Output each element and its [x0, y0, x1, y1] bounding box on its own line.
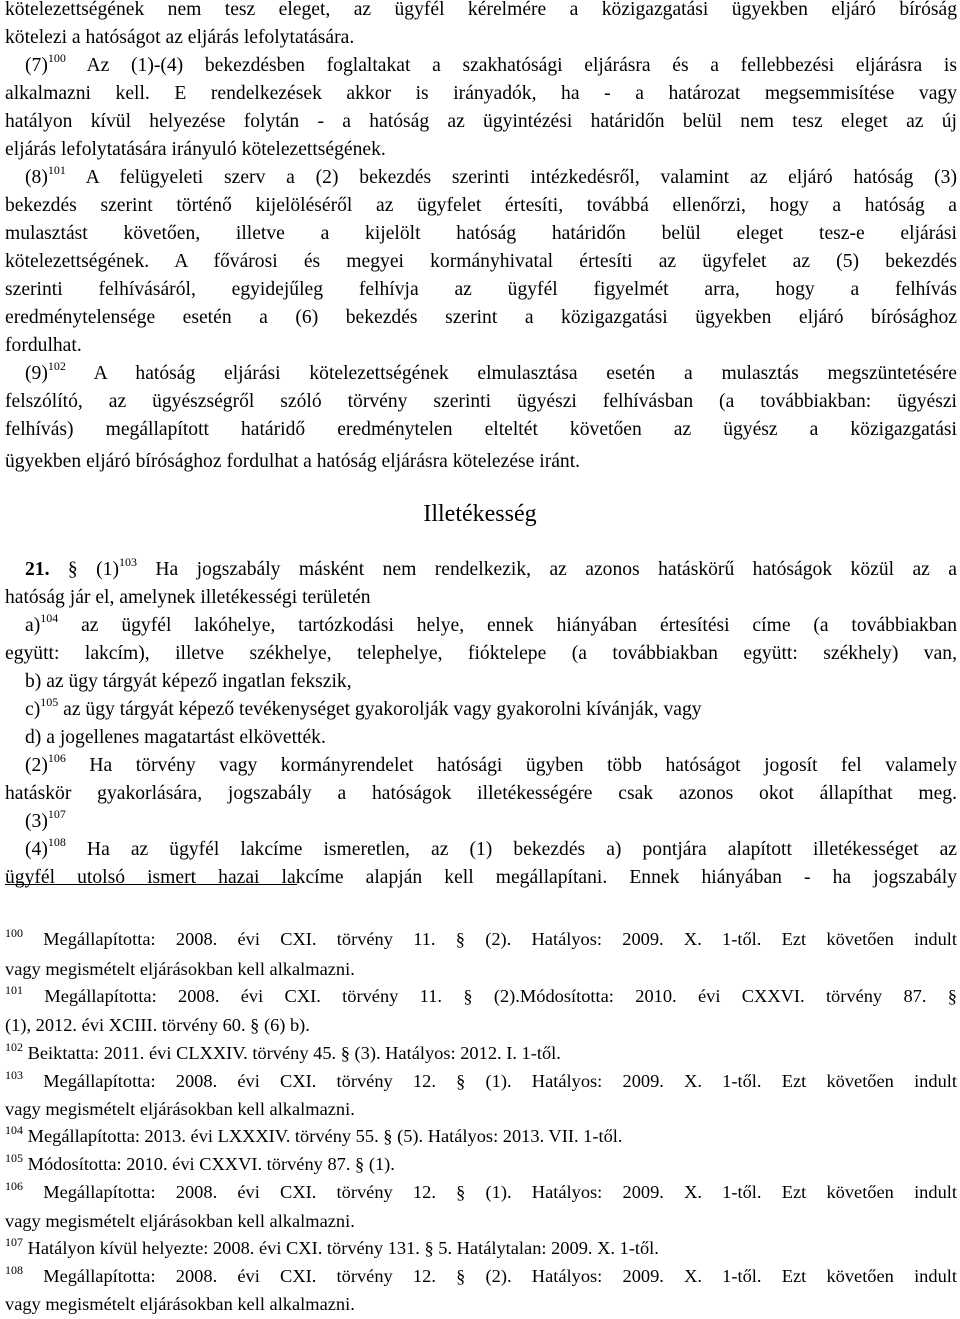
body-line: együtt: lakcím), illetve székhelye, telephelye, fióktelepe (a továbbiakban együtt: székhely) van, — [5, 643, 957, 664]
footnote-ref[interactable]: 102 — [47, 359, 66, 373]
footnote-106: $^{106}$ Megállapította: 2008. évi CXI. törvény 12. § (1). Hatályos: 2009. X. 1-től. Ezt követően indult — [5, 1179, 957, 1202]
section-21-paragraph-2: $(2)^{106}$ Ha törvény vagy kormányrendelet hatósági ügyben több hatóságot jogosít fel valamely — [25, 751, 958, 776]
footnote-104: $^{104}$ Megállapította: 2013. évi LXXXIV. törvény 55. § (5). Hatályos: 2013. VII. 1-től. — [5, 1123, 623, 1146]
point-b: b) az ügy tárgyát képező ingatlan fekszik, — [25, 671, 352, 692]
footnote-105: $^{105}$ Módosította: 2010. évi CXXVI. törvény 87. § (1). — [5, 1151, 395, 1174]
footnote-ref[interactable]: 106 — [47, 751, 66, 765]
footnote-100: $^{100}$ Megállapította: 2008. évi CXI. törvény 11. § (2). Hatályos: 2009. X. 1-től. Ezt követően indult — [5, 926, 957, 949]
body-line: eredménytelensége esetén a (6) bekezdés szerint a közigazgatási ügyekben eljáró bírósághoz — [5, 307, 957, 328]
body-line: mulasztást követően, illetve a kijelölt hatóság határidőn belül eleget tesz-e eljárási — [5, 223, 957, 244]
section-21-paragraph-3: $(3)^{107}$ — [25, 807, 66, 832]
footnote-line: (1), 2012. évi XCIII. törvény 60. § (6) b). — [5, 1015, 310, 1035]
section-21-paragraph-1: 21. § $(1)^{103}$ Ha jogszabály másként nem rendelkezik, az azonos hatáskörű hatóságok közül az a — [25, 555, 957, 580]
body-line: kötelezettségének. A fővárosi és megyei kormányhivatal értesíti az ügyfelet az (5) bekezdés — [5, 251, 957, 272]
footnote-line: vagy megismételt eljárásokban kell alkalmazni. — [5, 1211, 355, 1231]
footnote-line: vagy megismételt eljárásokban kell alkalmazni. — [5, 959, 355, 979]
body-line: fordulhat. — [5, 335, 82, 356]
footnote-ref[interactable]: 100 — [47, 51, 66, 65]
body-line: ügyfél utolsó ismert hazai lakcíme alapján kell megállapítani. Ennek hiányában - ha jogszabály — [5, 867, 957, 888]
body-line: felszólító, az ügyészségről szóló törvény szerinti ügyészi felhívásban (a továbbiakban: ügyészi — [5, 391, 957, 412]
footnote-108: $^{108}$ Megállapította: 2008. évi CXI. törvény 12. § (2). Hatályos: 2009. X. 1-től. Ezt követően indult — [5, 1263, 957, 1286]
paragraph-8: $(8)^{101}$ A felügyeleti szerv a (2) bekezdés szerinti intézkedésről, valamint az eljáró hatóság (3) — [25, 163, 957, 188]
body-line: hatáskör gyakorlására, jogszabály a hatóságok illetékességére csak azonos okot állapíthat meg. — [5, 783, 957, 804]
footnote-103: $^{103}$ Megállapította: 2008. évi CXI. törvény 12. § (1). Hatályos: 2009. X. 1-től. Ezt követően indult — [5, 1068, 957, 1091]
footnote-ref[interactable]: 107 — [47, 807, 66, 821]
paragraph-9: $(9)^{102}$ A hatóság eljárási kötelezettségének elmulasztása esetén a mulasztás megszüntetésére — [25, 359, 957, 384]
section-title: Illetékesség — [423, 501, 537, 527]
footnote-102: $^{102}$ Beiktatta: 2011. évi CLXXIV. törvény 45. § (3). Hatályos: 2012. I. 1-től. — [5, 1040, 561, 1063]
footnote-ref[interactable]: 104 — [40, 611, 59, 625]
body-line: eljárás lefolytatására irányuló kötelezettségének. — [5, 139, 386, 160]
body-line: hatályon kívül helyezése folytán - a hatóság az ügyintézési határidőn belül nem tesz eleget az új — [5, 111, 957, 132]
footnote-101: $^{101}$ Megállapította: 2008. évi CXI. törvény 11. § (2).Módosította: 2010. évi CXXVI. törvény 87. § — [5, 983, 957, 1006]
footnote-ref[interactable]: 101 — [47, 163, 66, 177]
footnote-line: vagy megismételt eljárásokban kell alkalmazni. — [5, 1099, 355, 1119]
body-line: ügyekben eljáró bírósághoz fordulhat a hatóság eljárásra kötelezése iránt. — [5, 451, 581, 472]
body-line: kötelezi a hatóságot az eljárás lefolytatására. — [5, 27, 355, 48]
body-line: hatóság jár el, amelynek illetékességi területén — [5, 587, 371, 608]
body-line: bekezdés szerint történő kijelöléséről az ügyfelet értesíti, továbbá ellenőrzi, hogy a hatóság a — [5, 195, 957, 216]
body-line: kötelezettségének nem tesz eleget, az ügyfél kérelmére a közigazgatási ügyekben eljáró bíróság — [5, 0, 957, 20]
footnote-107: $^{107}$ Hatályon kívül helyezte: 2008. évi CXI. törvény 131. § 5. Hatálytalan: 2009. X. 1-től. — [5, 1235, 659, 1258]
paragraph-7: $(7)^{100}$ Az (1)-(4) bekezdésben foglaltakat a szakhatósági eljárásra és a fellebbezési eljárásra is — [25, 51, 957, 76]
point-d: d) a jogellenes magatartást elkövették. — [25, 727, 326, 748]
body-line: alkalmazni kell. E rendelkezések akkor is irányadók, ha - a határozat megsemmisítése vagy — [5, 83, 957, 104]
body-line: szerinti felhívásáról, egyidejűleg felhívja az ügyfél figyelmét arra, hogy a felhívás — [5, 279, 957, 300]
body-line: felhívás) megállapított határidő eredménytelen elteltét követően az ügyész a közigazgatási — [5, 419, 957, 440]
footnote-ref[interactable]: 103 — [118, 555, 137, 569]
footnote-separator — [5, 884, 297, 885]
footnote-line: vagy megismételt eljárásokban kell alkalmazni. — [5, 1294, 355, 1314]
footnote-ref[interactable]: 105 — [40, 695, 59, 709]
section-21-paragraph-4: $(4)^{108}$ Ha az ügyfél lakcíme ismeretlen, az (1) bekezdés a) pontjára alapított illetékességet az — [25, 835, 957, 860]
point-c: c)$^{105}$ az ügy tárgyát képező tevékenységet gyakorolják vagy gyakorolni kívánják, vagy — [25, 695, 702, 720]
footnote-ref[interactable]: 108 — [47, 835, 66, 849]
point-a: a)$^{104}$ az ügyfél lakóhelye, tartózkodási helye, ennek hiányában értesítési címe (a továbbiakban — [25, 611, 957, 636]
